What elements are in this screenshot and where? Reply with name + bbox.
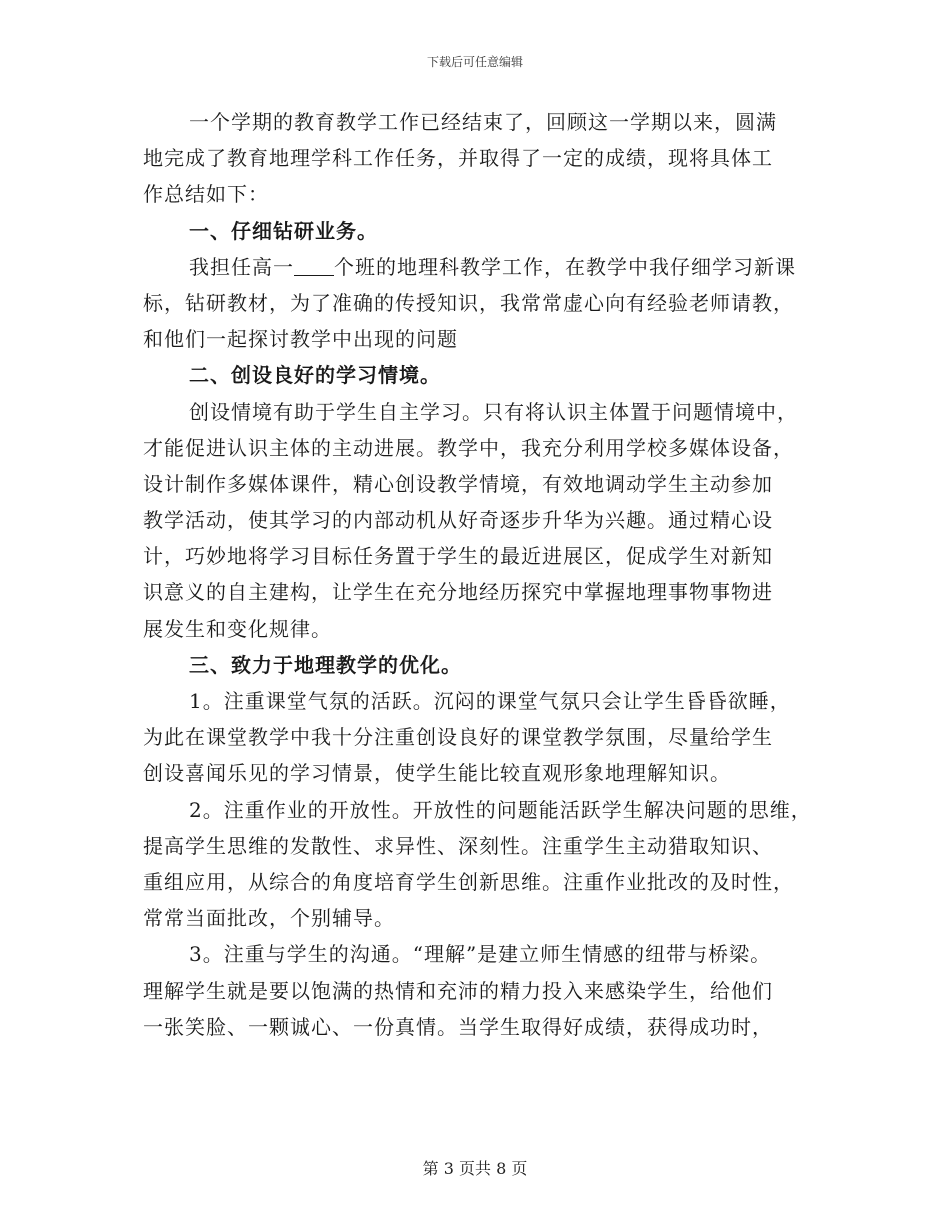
paragraph-line: 才能促进认识主体的主动进展。教学中，我充分利用学校多媒体设备，	[143, 435, 794, 460]
paragraph-line: 提高学生思维的发散性、求异性、深刻性。注重学生主动猎取知识、	[143, 833, 773, 858]
paragraph-line: 创设情境有助于学生自主学习。只有将认识主体置于问题情境中，	[189, 399, 798, 424]
text-segment: 个班的地理科教学工作，在教学中我仔细学习新课	[334, 254, 796, 279]
paragraph-line: 识意义的自主建构，让学生在充分地经历探究中掌握地理事物事物进	[143, 580, 773, 605]
paragraph-line: 常常当面批改，个别辅导。	[143, 906, 395, 931]
page-number: 第 3 页共 8 页	[422, 1159, 528, 1178]
paragraph-line: 3。注重与学生的沟通。“理解”是建立师生情感的纽带与桥梁。	[189, 942, 772, 967]
paragraph-line: 标，钻研教材，为了准确的传授知识，我常常虚心向有经验老师请教，	[143, 290, 794, 315]
paragraph-line: 一个学期的教育教学工作已经结束了，回顾这一学期以来，圆满	[189, 110, 777, 134]
paragraph-line: 地完成了教育地理学科工作任务，并取得了一定的成绩，现将具体工	[143, 146, 773, 171]
page-header: 下载后可任意编辑	[426, 55, 523, 69]
paragraph-line	[143, 249, 833, 285]
paragraph-line: 教学活动，使其学习的内部动机从好奇逐步升华为兴趣。通过精心设	[143, 508, 773, 533]
paragraph-line: 设计制作多媒体课件，精心创设教学情境，有效地调动学生主动参加	[143, 471, 773, 496]
blank-fill-line	[294, 253, 334, 276]
section-heading-2: 二、创设良好的学习情境。	[189, 363, 441, 388]
paragraph-line: 创设喜闻乐见的学习情景，使学生能比较直观形象地理解知识。	[143, 761, 731, 786]
section-heading-3: 三、致力于地理教学的优化。	[189, 652, 462, 677]
paragraph-line: 2。注重作业的开放性。开放性的问题能活跃学生解决问题的思维，	[189, 797, 812, 822]
paragraph-line: 和他们一起探讨教学中出现的问题	[143, 327, 458, 352]
paragraph-line: 作总结如下：	[143, 182, 269, 207]
paragraph-line: 展发生和变化规律。	[143, 616, 332, 641]
paragraph-line: 理解学生就是要以饱满的热情和充沛的精力投入来感染学生，给他们	[143, 978, 773, 1003]
paragraph-line: 一张笑脸、一颗诚心、一份真情。当学生取得好成绩，获得成功时，	[143, 1014, 773, 1039]
paragraph-line: 重组应用，从综合的角度培育学生创新思维。注重作业批改的及时性，	[143, 869, 794, 894]
text-segment: 我担任高一	[189, 254, 294, 279]
paragraph-line: 为此在课堂教学中我十分注重创设良好的课堂教学氛围，尽量给学生	[143, 725, 773, 750]
paragraph-line: 计，巧妙地将学习目标任务置于学生的最近进展区，促成学生对新知	[143, 544, 773, 569]
paragraph-line: 1。注重课堂气氛的活跃。沉闷的课堂气氛只会让学生昏昏欲睡，	[189, 689, 791, 713]
document-body	[143, 104, 833, 1045]
section-heading-1: 一、仔细钻研业务。	[189, 218, 378, 243]
